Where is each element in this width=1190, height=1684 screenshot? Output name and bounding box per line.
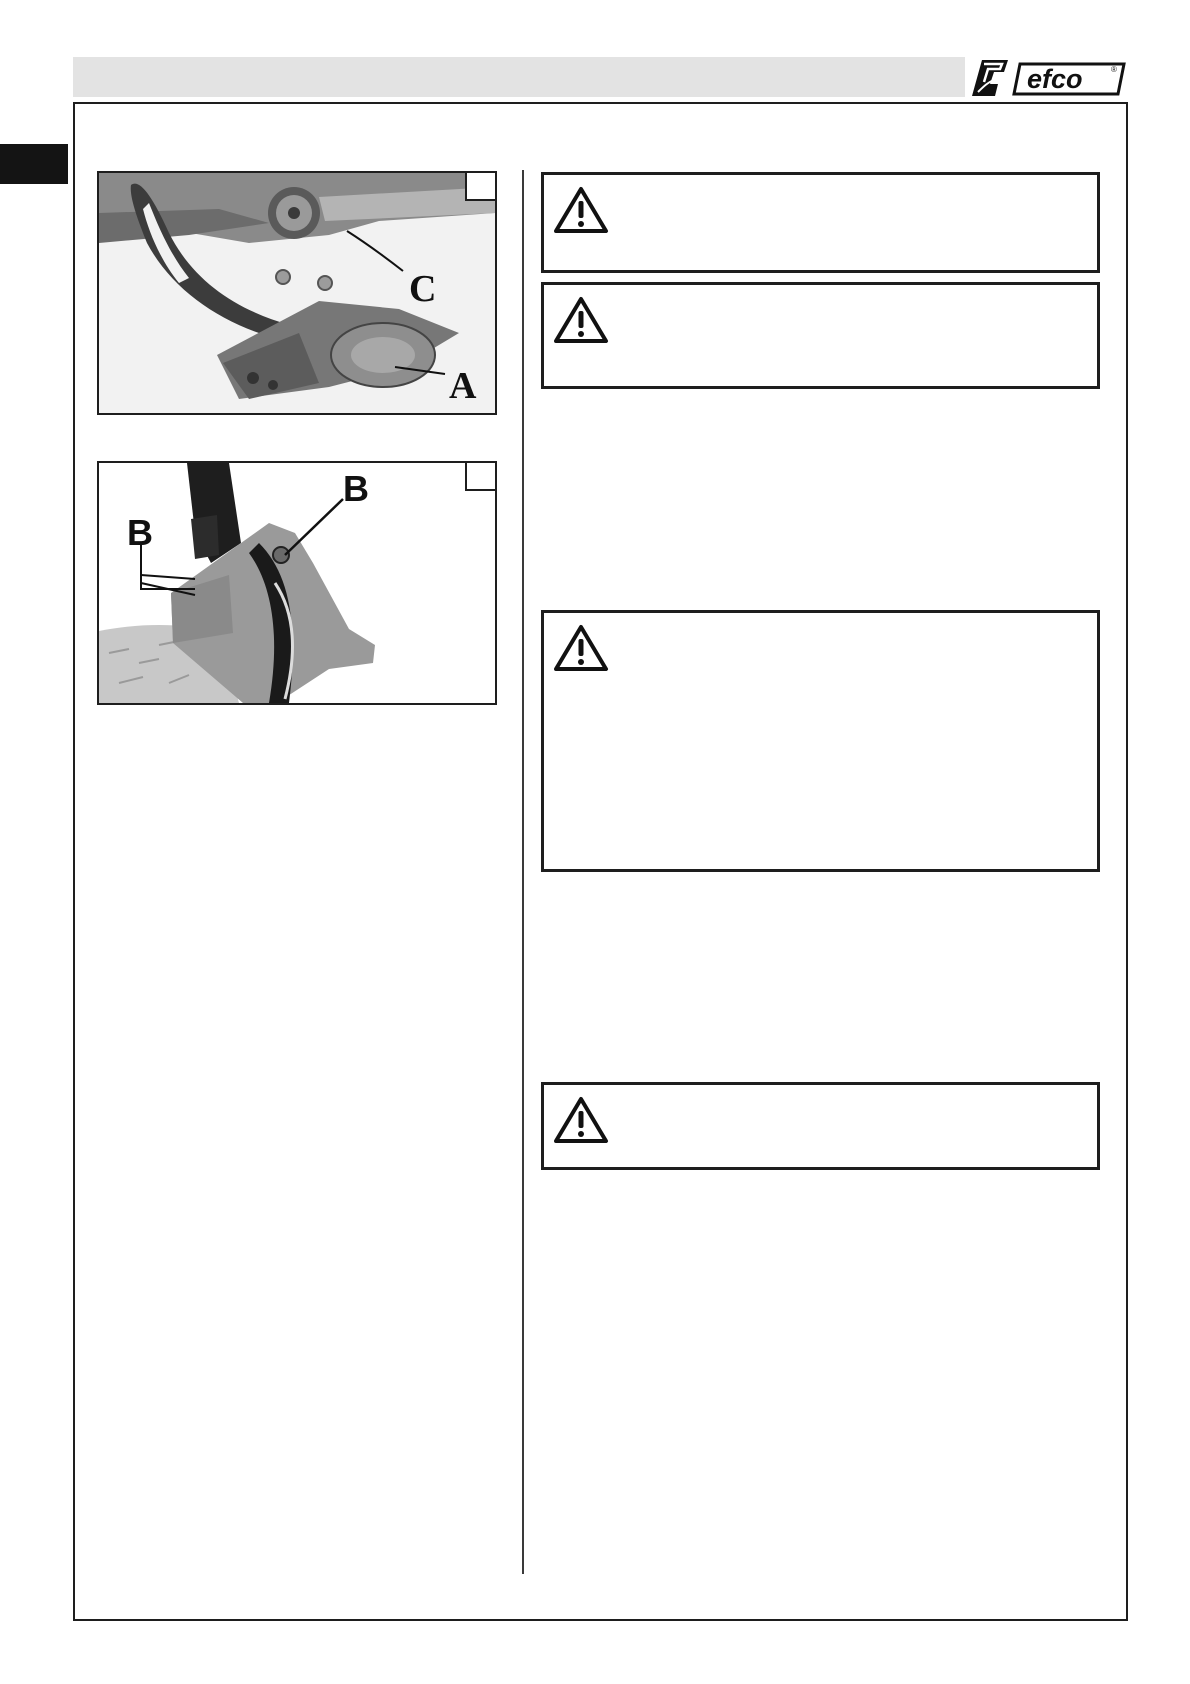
efco-logo (968, 56, 1126, 98)
figure-number-box (465, 463, 495, 491)
warning-box (541, 172, 1100, 273)
figure-brake-band-detail (97, 461, 497, 705)
callout-a: A (449, 365, 477, 407)
warning-triangle-icon (553, 295, 609, 345)
warning-box (541, 610, 1100, 872)
figure-chain-brake-cover (97, 171, 497, 415)
efco-emblem-icon (972, 60, 1008, 96)
figure-number-box (465, 173, 495, 201)
warning-triangle-icon (553, 185, 609, 235)
language-side-tab (0, 144, 68, 184)
warning-box (541, 1082, 1100, 1170)
header-bar (73, 57, 965, 97)
warning-triangle-icon (553, 1095, 609, 1145)
warning-box (541, 282, 1100, 389)
callout-c: C (409, 268, 437, 310)
callout-b-right: B (343, 468, 369, 509)
column-divider (522, 170, 524, 1574)
callout-b-left: B (127, 512, 153, 553)
logo-wordmark: efco (1027, 64, 1083, 94)
registered-mark: ® (1111, 65, 1117, 74)
warning-triangle-icon (553, 623, 609, 673)
